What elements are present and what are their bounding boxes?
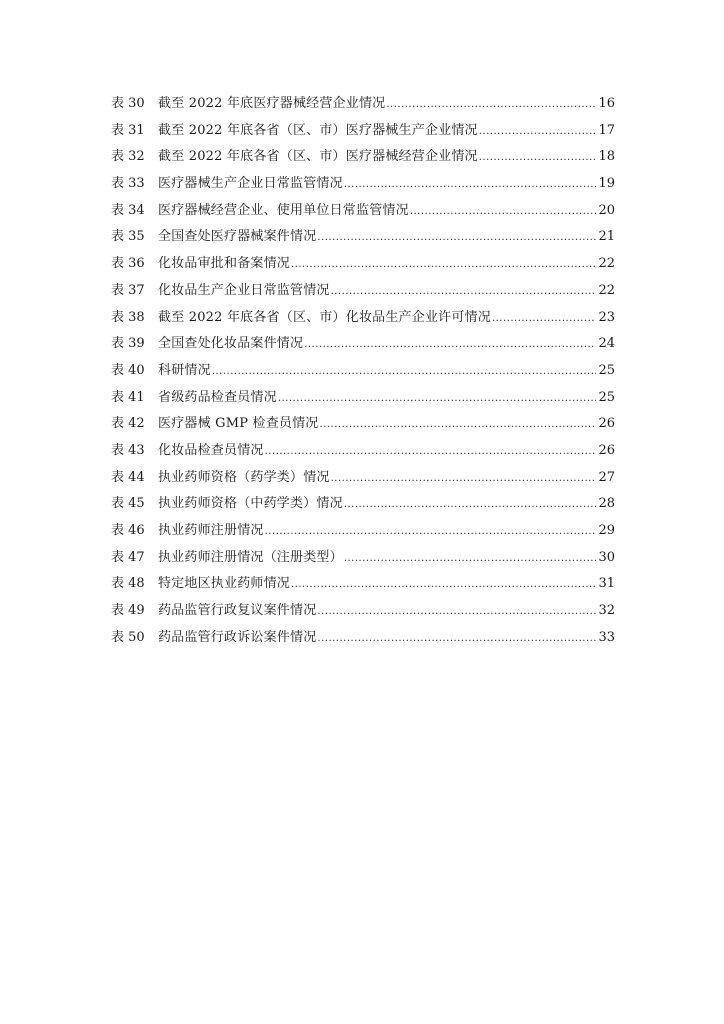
toc-page-number: 25 [598,389,615,405]
toc-title: 执业药师资格（中药学类）情况 [158,496,343,512]
toc-page-number: 19 [598,176,615,192]
toc-table-number: 表 45 [111,496,145,512]
dot-leader [331,279,597,306]
dot-leader [320,412,597,439]
toc-title: 执业药师注册情况（注册类型） [158,549,343,565]
toc-page-number: 24 [598,336,615,352]
toc-page-number: 22 [598,256,615,272]
toc-entry[interactable] [111,278,615,305]
dot-leader [317,225,596,252]
dot-leader [304,332,596,359]
toc-page-number: 30 [598,549,615,565]
toc-title: 截至 2022 年底各省（区、市）化妆品生产企业许可情况 [158,309,491,325]
dot-leader [344,172,597,199]
toc-entry[interactable] [111,571,615,598]
toc-title: 截至 2022 年底各省（区、市）医疗器械生产企业情况 [158,122,478,138]
toc-entry[interactable] [111,385,615,412]
dot-leader [479,119,597,146]
toc-table-number: 表 35 [111,229,145,245]
toc-table-number: 表 44 [111,469,145,485]
toc-title: 医疗器械 GMP 检查员情况 [158,416,319,432]
toc-entry[interactable] [111,438,615,465]
dot-leader [265,439,597,466]
toc-page-number: 28 [598,496,615,512]
toc-title: 截至 2022 年底医疗器械经营企业情况 [158,96,386,111]
table-of-contents [111,91,615,651]
dot-leader [344,546,597,573]
toc-table-number: 表 37 [111,282,145,298]
dot-leader [317,599,596,626]
toc-title: 执业药师资格（药学类）情况 [158,469,330,485]
toc-entry[interactable] [111,305,615,332]
toc-page-number: 18 [598,149,615,165]
toc-page-number: 26 [598,416,615,432]
dot-leader [492,306,597,333]
toc-table-number: 表 43 [111,442,145,458]
toc-page-number: 21 [598,229,615,245]
toc-table-number: 表 32 [111,149,145,165]
toc-table-number: 表 33 [111,176,145,192]
toc-table-number: 表 50 [111,629,145,645]
toc-entry[interactable] [111,251,615,278]
dot-leader [291,252,596,279]
toc-page-number: 26 [598,442,615,458]
toc-page-number: 27 [598,469,615,485]
dot-leader [265,519,597,546]
toc-title: 化妆品生产企业日常监管情况 [158,282,330,298]
dot-leader [331,466,597,493]
toc-page-number: 29 [598,523,615,538]
toc-title: 科研情况 [158,362,211,378]
toc-entry[interactable] [111,491,615,518]
toc-table-number: 表 34 [111,202,145,218]
dot-leader [410,199,597,226]
toc-entry[interactable] [111,411,615,438]
toc-page-number: 31 [598,576,615,592]
toc-page-number: 23 [598,309,615,325]
toc-entry[interactable] [111,118,615,145]
dot-leader [212,359,597,386]
toc-page-number: 32 [598,603,615,619]
toc-title: 省级药品检查员情况 [158,389,277,405]
toc-entry[interactable] [111,91,615,118]
toc-table-number: 表 30 [111,96,145,111]
toc-entry[interactable] [111,224,615,251]
dot-leader [278,386,597,413]
toc-title: 执业药师注册情况 [158,523,264,538]
toc-title: 化妆品审批和备案情况 [158,256,291,272]
toc-table-number: 表 38 [111,309,145,325]
dot-leader [291,572,596,599]
toc-title: 全国查处化妆品案件情况 [158,336,304,352]
toc-page-number: 16 [598,96,615,111]
toc-entry[interactable] [111,331,615,358]
toc-entry[interactable] [111,545,615,572]
toc-entry[interactable] [111,518,615,545]
toc-entry[interactable] [111,144,615,171]
toc-table-number: 表 46 [111,523,145,538]
toc-title: 医疗器械生产企业日常监管情况 [158,176,343,192]
toc-table-number: 表 41 [111,389,145,405]
toc-entry[interactable] [111,171,615,198]
toc-table-number: 表 36 [111,256,145,272]
toc-title: 截至 2022 年底各省（区、市）医疗器械经营企业情况 [158,149,478,165]
dot-leader [317,626,596,653]
toc-title: 特定地区执业药师情况 [158,576,291,592]
toc-entry[interactable] [111,598,615,625]
toc-page-number: 17 [598,122,615,138]
toc-title: 全国查处医疗器械案件情况 [158,229,317,245]
toc-table-number: 表 40 [111,362,145,378]
dot-leader [386,92,596,119]
toc-page-number: 22 [598,282,615,298]
toc-table-number: 表 48 [111,576,145,592]
toc-page-number: 33 [598,629,615,645]
toc-title: 药品监管行政复议案件情况 [158,603,317,619]
toc-entry[interactable] [111,198,615,225]
toc-table-number: 表 47 [111,549,145,565]
toc-table-number: 表 39 [111,336,145,352]
toc-entry[interactable] [111,358,615,385]
toc-page-number: 20 [598,202,615,218]
toc-page-number: 25 [598,362,615,378]
toc-entry[interactable] [111,625,615,652]
toc-title: 医疗器械经营企业、使用单位日常监管情况 [158,202,409,218]
dot-leader [479,145,597,172]
toc-entry[interactable] [111,465,615,492]
toc-table-number: 表 49 [111,603,145,619]
toc-title: 药品监管行政诉讼案件情况 [158,629,317,645]
toc-title: 化妆品检查员情况 [158,442,264,458]
toc-table-number: 表 31 [111,122,145,138]
toc-table-number: 表 42 [111,416,145,432]
dot-leader [344,492,597,519]
